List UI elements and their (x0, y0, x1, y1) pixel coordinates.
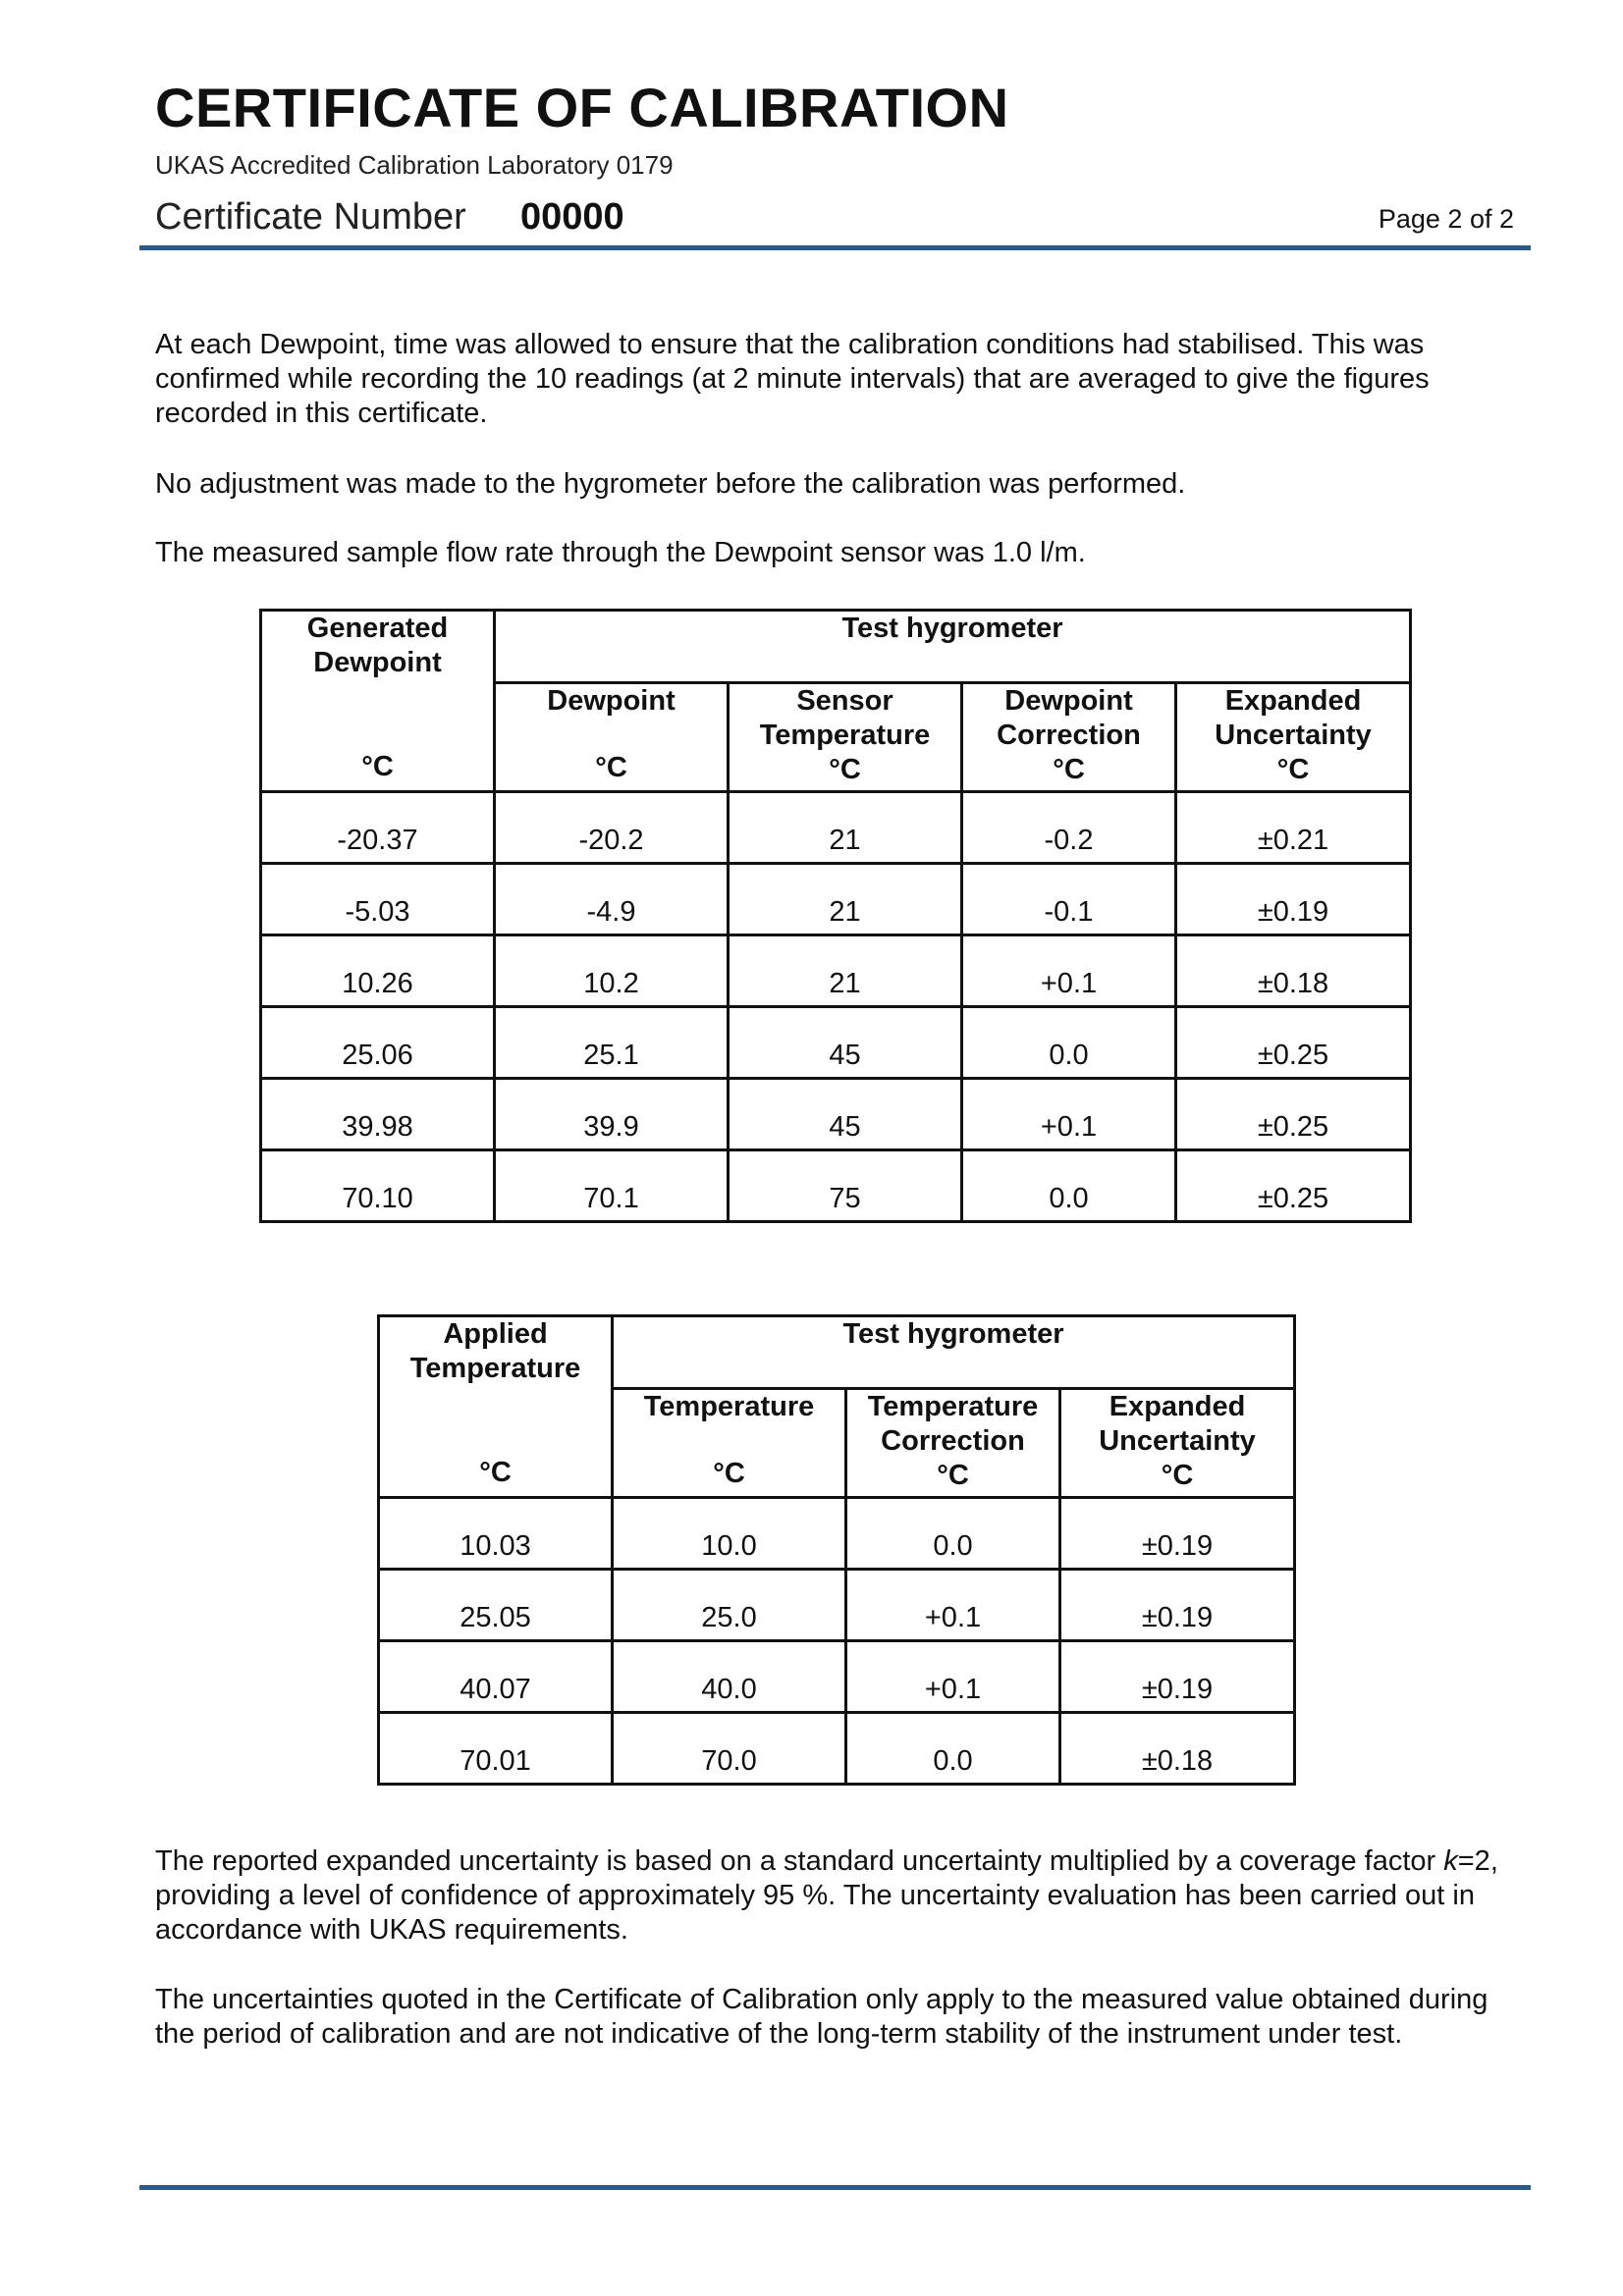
table-row (261, 792, 1411, 864)
table1-header-dewpoint-correction (962, 683, 1176, 792)
table1-header-label: Expanded Uncertainty (1215, 685, 1372, 752)
table-cell: +0.1 (846, 1570, 1060, 1641)
table2-header-title: Applied Temperature (409, 1318, 581, 1384)
table-row (261, 935, 1411, 1007)
table-cell: 25.1 (495, 1007, 729, 1079)
table-cell: ±0.25 (1176, 1007, 1411, 1079)
table-cell: 0.0 (846, 1498, 1060, 1570)
table-cell: 45 (729, 1079, 962, 1150)
certificate-title: CERTIFICATE OF CALIBRATION (155, 77, 1009, 138)
table-cell: 75 (729, 1150, 962, 1222)
table-cell: 10.2 (495, 935, 729, 1007)
table2-header-label: Temperature (643, 1391, 815, 1423)
table-cell: 25.05 (379, 1570, 613, 1641)
table2-header-label: Expanded Uncertainty (1099, 1391, 1256, 1458)
table2-header-temperature-correction (846, 1389, 1060, 1498)
table-cell: 70.0 (613, 1713, 846, 1785)
table-cell: 0.0 (962, 1150, 1176, 1222)
table-cell: 21 (729, 864, 962, 935)
table2-header-unit: °C (1161, 1460, 1194, 1492)
certificate-number: 00000 (520, 196, 624, 238)
table-row (379, 1713, 1295, 1785)
table-cell: ±0.25 (1176, 1150, 1411, 1222)
table-cell: ±0.18 (1176, 935, 1411, 1007)
certificate-line (155, 194, 1514, 240)
table2-header-unit: °C (479, 1457, 512, 1488)
table-cell: -0.2 (962, 792, 1176, 864)
lab-accreditation: UKAS Accredited Calibration Laboratory 0179 (155, 150, 674, 180)
footer-divider (139, 2185, 1531, 2190)
table-row (261, 1150, 1411, 1222)
table-row (379, 1570, 1295, 1641)
table-cell: 0.0 (962, 1007, 1176, 1079)
paragraph-adjustment: No adjustment was made to the hygrometer before the calibration was performed. (155, 468, 1186, 500)
table-cell: 10.26 (261, 935, 495, 1007)
table-cell: -20.37 (261, 792, 495, 864)
table-cell: ±0.21 (1176, 792, 1411, 864)
table-row (261, 1079, 1411, 1150)
table-cell: 21 (729, 935, 962, 1007)
table-cell: ±0.18 (1060, 1713, 1295, 1785)
table-cell: +0.1 (846, 1641, 1060, 1713)
table-cell: 45 (729, 1007, 962, 1079)
table-cell: ±0.25 (1176, 1079, 1411, 1150)
table-row (261, 1007, 1411, 1079)
table-cell: 40.07 (379, 1641, 613, 1713)
table1-header-expanded-uncertainty (1176, 683, 1411, 792)
table-cell: +0.1 (962, 1079, 1176, 1150)
table1-header-unit: °C (1053, 754, 1085, 786)
paragraph-uncertainty-basis (155, 1844, 1520, 1948)
dewpoint-calibration-table (259, 609, 1412, 1223)
table2-header-unit: °C (937, 1460, 969, 1492)
table-cell: ±0.19 (1176, 864, 1411, 935)
table-cell: 10.0 (613, 1498, 846, 1570)
table1-header-unit: °C (1276, 754, 1310, 786)
table-cell: 25.06 (261, 1007, 495, 1079)
table-cell: ±0.19 (1060, 1641, 1295, 1713)
table1-header-unit: °C (595, 752, 627, 784)
table-row (379, 1641, 1295, 1713)
table2-header-temperature (613, 1389, 846, 1498)
table2-header-unit: °C (713, 1458, 745, 1490)
table-cell: 70.10 (261, 1150, 495, 1222)
table-row (379, 1498, 1295, 1570)
table-cell: 25.0 (613, 1570, 846, 1641)
table2-header-test-hygrometer: Test hygrometer (613, 1316, 1295, 1389)
table-cell: 70.01 (379, 1713, 613, 1785)
table1-header-dewpoint (495, 683, 729, 792)
table1-header-title: Generated Dewpoint (306, 613, 449, 678)
table-cell: 10.03 (379, 1498, 613, 1570)
page-number: Page 2 of 2 (1378, 204, 1514, 234)
table1-header-label: Sensor Temperature (759, 685, 931, 752)
certificate-number-label: Certificate Number (155, 196, 466, 238)
paragraph-text: =2, providing a level of confidence of approximately 95 %. The uncertainty evaluation has been carried out in accordance with UKAS requirements. (155, 1845, 1498, 1946)
table-cell: -4.9 (495, 864, 729, 935)
table1-header-unit: °C (829, 754, 861, 786)
table1-header-label: Dewpoint (547, 685, 676, 718)
table-cell: ±0.19 (1060, 1498, 1295, 1570)
table-cell: 40.0 (613, 1641, 846, 1713)
paragraph-stabilisation: At each Dewpoint, time was allowed to ensure that the calibration conditions had stabilised. This was confirmed while recording the 10 readings (at 2 minute intervals) that are averaged to give the figures recorded in this certificate. (155, 329, 1430, 429)
paragraph-uncertainty-scope: The uncertainties quoted in the Certificate of Calibration only apply to the measured value obtained during the period of calibration and are not indicative of the long-term stability of the instrument under test. (155, 1984, 1488, 2050)
table2-header-applied-temperature (379, 1316, 613, 1498)
table-cell: -5.03 (261, 864, 495, 935)
table1-header-sensor-temperature (729, 683, 962, 792)
header-divider (139, 245, 1531, 250)
table-cell: 70.1 (495, 1150, 729, 1222)
table1-header-test-hygrometer: Test hygrometer (495, 611, 1411, 683)
table-cell: 0.0 (846, 1713, 1060, 1785)
coverage-factor-symbol: k (1443, 1845, 1458, 1877)
table-cell: +0.1 (962, 935, 1176, 1007)
table1-header-unit: °C (361, 751, 394, 782)
table1-header-label: Dewpoint Correction (997, 685, 1141, 752)
paragraph-flow-rate: The measured sample flow rate through the Dewpoint sensor was 1.0 l/m. (155, 537, 1086, 568)
table-row (261, 864, 1411, 935)
temperature-calibration-table (377, 1314, 1296, 1786)
table-cell: ±0.19 (1060, 1570, 1295, 1641)
paragraph-text: The reported expanded uncertainty is based on a standard uncertainty multiplied by a coverage factor (155, 1845, 1444, 1877)
table-cell: 21 (729, 792, 962, 864)
table2-header-label: Temperature Correction (867, 1391, 1039, 1458)
table-cell: 39.9 (495, 1079, 729, 1150)
table1-header-generated-dewpoint (261, 611, 495, 792)
table-cell: 39.98 (261, 1079, 495, 1150)
table-cell: -0.1 (962, 864, 1176, 935)
table-cell: -20.2 (495, 792, 729, 864)
table2-header-expanded-uncertainty (1060, 1389, 1295, 1498)
